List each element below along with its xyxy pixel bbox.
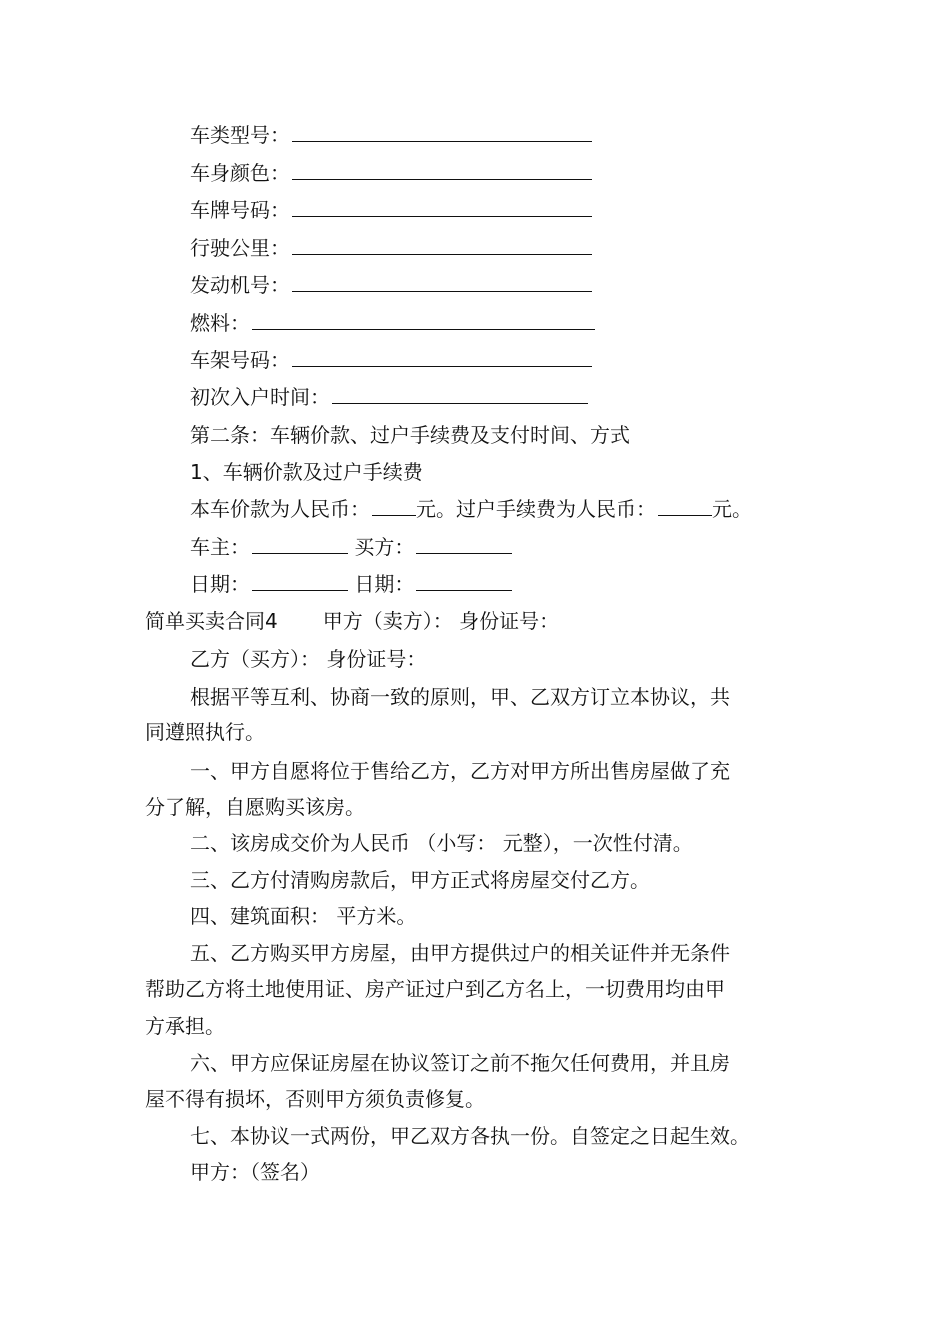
clause-6-line1: 六、甲方应保证房屋在协议签订之前不拖欠任何费用，并且房 bbox=[190, 1051, 730, 1075]
field-label: 燃料： bbox=[190, 311, 250, 335]
field-vehicle-model bbox=[190, 121, 592, 149]
fee-unit: 元。 bbox=[712, 497, 752, 521]
owner-label: 车主： bbox=[190, 535, 250, 559]
field-mileage bbox=[190, 234, 592, 262]
price-blank[interactable] bbox=[372, 495, 416, 516]
blank-line[interactable] bbox=[292, 346, 592, 367]
price-label: 本车价款为人民币： bbox=[190, 497, 370, 521]
clause-3: 三、乙方付清购房款后，甲方正式将房屋交付乙方。 bbox=[190, 868, 650, 892]
blank-line[interactable] bbox=[292, 234, 592, 255]
date-blank[interactable] bbox=[416, 570, 512, 591]
owner-buyer-line bbox=[190, 533, 512, 561]
clause-4: 四、建筑面积： 平方米。 bbox=[190, 904, 417, 928]
blank-line[interactable] bbox=[332, 383, 588, 404]
contract-title: 简单买卖合同4 bbox=[145, 609, 278, 633]
field-label: 发动机号： bbox=[190, 273, 290, 297]
owner-blank[interactable] bbox=[252, 533, 348, 554]
clause-6-line2: 屋不得有损坏，否则甲方须负责修复。 bbox=[145, 1087, 485, 1111]
field-label: 车身颜色： bbox=[190, 161, 290, 185]
blank-line[interactable] bbox=[292, 121, 592, 142]
article2-heading: 第二条：车辆价款、过户手续费及支付时间、方式 bbox=[190, 423, 630, 447]
date-label: 日期： bbox=[354, 572, 415, 596]
clause-7: 七、本协议一式两份，甲乙双方各执一份。自签定之日起生效。 bbox=[190, 1124, 750, 1148]
field-body-color bbox=[190, 159, 592, 187]
blank-line[interactable] bbox=[292, 271, 592, 292]
field-label: 行驶公里： bbox=[190, 236, 290, 260]
price-line bbox=[190, 495, 752, 523]
blank-line[interactable] bbox=[252, 309, 595, 330]
field-fuel bbox=[190, 309, 595, 337]
intro-paragraph-line2: 同遵照执行。 bbox=[145, 720, 265, 744]
contract-title-line bbox=[145, 607, 559, 635]
price-unit: 元。 bbox=[416, 497, 456, 521]
buyer-label: 买方： bbox=[354, 535, 415, 559]
fee-label: 过户手续费为人民币： bbox=[456, 497, 656, 521]
date-label: 日期： bbox=[190, 572, 250, 596]
field-label: 初次入户时间： bbox=[190, 385, 330, 409]
field-first-registration bbox=[190, 383, 588, 411]
clause-1-line2: 分了解，自愿购买该房。 bbox=[145, 795, 365, 819]
blank-line[interactable] bbox=[292, 159, 592, 180]
clause-5-line3: 方承担。 bbox=[145, 1014, 225, 1038]
field-label: 车牌号码： bbox=[190, 198, 290, 222]
article2-subheading: 1、车辆价款及过户手续费 bbox=[190, 460, 423, 484]
blank-line[interactable] bbox=[292, 196, 592, 217]
clause-2: 二、该房成交价为人民币 （小写： 元整），一次性付清。 bbox=[190, 831, 693, 855]
clause-5-line1: 五、乙方购买甲方房屋，由甲方提供过户的相关证件并无条件 bbox=[190, 941, 730, 965]
signature-line: 甲方：（签名） bbox=[190, 1160, 320, 1184]
field-engine-number bbox=[190, 271, 592, 299]
field-frame-number bbox=[190, 346, 592, 374]
fee-blank[interactable] bbox=[658, 495, 712, 516]
party-b-line: 乙方（买方）： 身份证号： bbox=[190, 647, 427, 671]
date-line bbox=[190, 570, 512, 598]
date-blank[interactable] bbox=[252, 570, 348, 591]
buyer-blank[interactable] bbox=[416, 533, 512, 554]
clause-1-line1: 一、甲方自愿将位于售给乙方，乙方对甲方所出售房屋做了充 bbox=[190, 759, 730, 783]
party-a-line: 甲方（卖方）： 身份证号： bbox=[322, 609, 560, 633]
field-plate-number bbox=[190, 196, 592, 224]
clause-5-line2: 帮助乙方将土地使用证、房产证过户到乙方名上，一切费用均由甲 bbox=[145, 977, 725, 1001]
field-label: 车架号码： bbox=[190, 348, 290, 372]
intro-paragraph-line1: 根据平等互利、协商一致的原则，甲、乙双方订立本协议，共 bbox=[190, 685, 730, 709]
field-label: 车类型号： bbox=[190, 123, 290, 147]
